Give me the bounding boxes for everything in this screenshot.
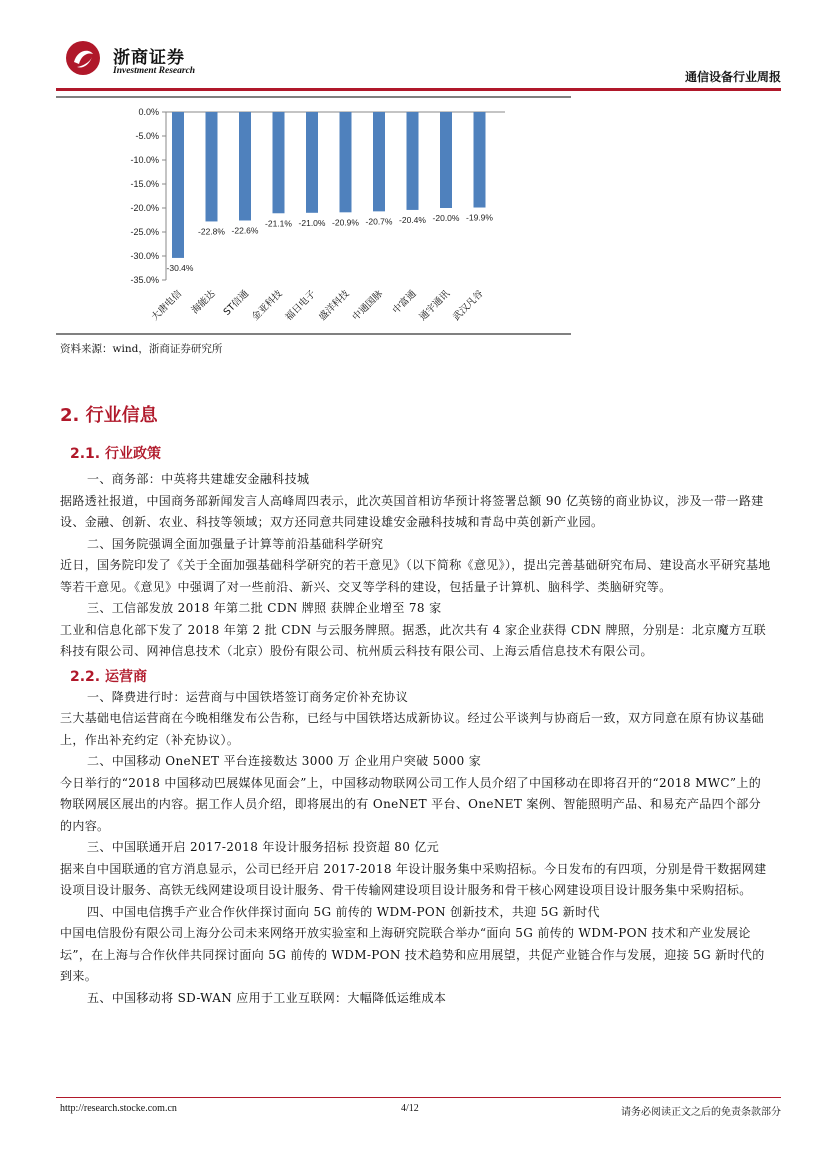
- bar: [340, 112, 352, 212]
- data-label: -19.9%: [466, 212, 493, 223]
- page-number: 4/12: [401, 1103, 419, 1114]
- data-label: -20.9%: [332, 217, 359, 228]
- chart-source: 资料来源：wind，浙商证券研究所: [60, 343, 223, 355]
- policy-item-3-body: 工业和信息化部下发了 2018 年第 2 批 CDN 与云服务牌照。据悉，此次共有 4 家企业获得 CDN 牌照，分别是：北京魔方互联科技有限公司、网神信息技术（北京）股份有限公司、杭州质云科技有限公司、上海云盾信息技术有限公司。: [60, 622, 767, 658]
- category-label: 通宇通讯: [417, 288, 453, 324]
- category-label: 金亚科技: [249, 288, 285, 324]
- y-tick-label: -30.0%: [130, 251, 159, 261]
- category-label: 海能达: [189, 288, 218, 317]
- data-label: -20.0%: [432, 213, 460, 223]
- y-tick-label: -25.0%: [130, 227, 159, 237]
- section-2-1-heading: 2.1. 行业政策: [70, 446, 161, 462]
- section-2-heading: 2. 行业信息: [60, 405, 158, 426]
- category-label: 中富通: [390, 288, 419, 317]
- carrier-item-1-title: 一、降费进行时：运营商与中国铁塔签订商务定价补充协议: [87, 689, 409, 704]
- category-label: 福日电子: [283, 288, 319, 324]
- brand-logo: [65, 40, 101, 76]
- policy-item-3-title: 三、工信部发放 2018 年第二批 CDN 牌照 获牌企业增至 78 家: [87, 601, 442, 615]
- policy-item-1-body: 据路透社报道，中国商务部新闻发言人高峰周四表示，此次英国首相访华预计将签署总额 90 亿英镑的商业协议，涉及一带一路建设、金融、创新、农业、科技等领域；双方还同意共同建设雄安金融科技城和青岛中英创新产业园。: [60, 493, 764, 529]
- footer-divider: [56, 1097, 781, 1098]
- footer-disclaimer: 请务必阅读正文之后的免责条款部分: [621, 1107, 781, 1118]
- carrier-item-5-title: 五、中国移动将 SD-WAN 应用于工业互联网：大幅降低运维成本: [87, 990, 447, 1005]
- carrier-item-1-body: 三大基础电信运营商在今晚相继发布公告称，已经与中国铁塔达成新协议。经过公平谈判与协商后一致，双方同意在原有协议基础上，作出补充约定（补充协议）。: [60, 711, 764, 747]
- category-label: 武汉凡谷: [450, 288, 486, 324]
- brand-name-en: Investment Research: [113, 66, 196, 76]
- category-label: ST信通: [221, 288, 252, 318]
- report-title: 通信设备行业周报: [684, 70, 781, 84]
- section-2-2-heading: 2.2. 运营商: [70, 668, 147, 685]
- y-tick-label: 0.0%: [138, 107, 159, 117]
- bar: [373, 112, 385, 211]
- policy-item-2-body: 近日，国务院印发了《关于全面加强基础科学研究的若干意见》（以下简称《意见》），提出完善基础研究布局、建设高水平研究基地等若干意见。《意见》中强调了对一些前沿、新兴、交叉等学科的建设，包括量子计算机、脑科学、类脑研究等。: [60, 558, 771, 594]
- bar: [407, 112, 419, 210]
- y-tick-label: -10.0%: [130, 155, 159, 165]
- y-tick-label: -20.0%: [130, 203, 159, 213]
- data-label: -21.1%: [265, 218, 292, 229]
- carrier-item-4-body: 中国电信股份有限公司上海分公司未来网络开放实验室和上海研究院联合举办“面向 5G 前传的 WDM-PON 技术和产业发展论坛”，在上海与合作伙伴共同探讨面向 5G 前传的 WDM-PON 技术趋势和应用展望，共促产业链合作与发展，迎接 5G 新时代的到来。: [60, 926, 765, 983]
- data-label: -22.8%: [198, 226, 225, 237]
- carrier-item-2-body: 今日举行的“2018 中国移动巴展媒体见面会”上，中国移动物联网公司工作人员介绍了中国移动在即将召开的“2018 MWC”上的物联网展区展出的内容。据工作人员介绍，即将展出的有 OneNET 平台、OneNET 案例、智能照明产品、和易充产品四个部分的内容。: [60, 775, 762, 833]
- y-tick-label: -5.0%: [135, 131, 159, 141]
- bar: [474, 112, 486, 208]
- data-label: -22.6%: [231, 225, 259, 236]
- header-divider: [56, 88, 781, 91]
- data-label: -30.4%: [166, 262, 194, 273]
- policy-item-1-title: 一、商务部：中英将共建雄安金融科技城: [87, 472, 310, 486]
- body-text: [60, 469, 772, 1009]
- bar: [440, 112, 452, 208]
- bar: [306, 112, 318, 213]
- footer-url[interactable]: http://research.stocke.com.cn: [60, 1103, 177, 1114]
- y-tick-label: -35.0%: [130, 275, 159, 285]
- category-label: 中通国脉: [350, 288, 386, 324]
- data-label: -20.7%: [365, 216, 393, 227]
- carrier-item-2-title: 二、中国移动 OneNET 平台连接数达 3000 万 企业用户突破 5000 家: [87, 754, 482, 768]
- decline-bar-chart: [56, 96, 576, 336]
- policy-item-2-title: 二、国务院强调全面加强量子计算等前沿基础科学研究: [87, 536, 384, 551]
- bar: [172, 112, 184, 258]
- y-tick-label: -15.0%: [130, 179, 159, 189]
- carrier-item-3-body: 据来自中国联通的官方消息显示，公司已经开启 2017-2018 年设计服务集中采购招标。今日发布的有四项，分别是骨干数据网建设项目设计服务、高铁无线网建设项目设计服务、骨干传输网建设项目设计服务和骨干核心网建设项目设计服务集中采购招标。: [60, 861, 767, 897]
- carrier-item-3-title: 三、中国联通开启 2017-2018 年设计服务招标 投资超 80 亿元: [87, 840, 440, 854]
- bar: [239, 112, 251, 220]
- bar: [206, 112, 218, 221]
- data-label: -20.4%: [399, 214, 426, 225]
- data-label: -21.0%: [298, 217, 326, 228]
- bar: [273, 112, 285, 213]
- category-label: 大唐电信: [149, 288, 185, 324]
- carrier-item-4-title: 四、中国电信携手产业合作伙伴探讨面向 5G 前传的 WDM-PON 创新技术，共迎 5G 新时代: [87, 904, 600, 919]
- brand-name-cn: 浙商证券: [113, 48, 185, 68]
- category-label: 盛洋科技: [316, 288, 352, 324]
